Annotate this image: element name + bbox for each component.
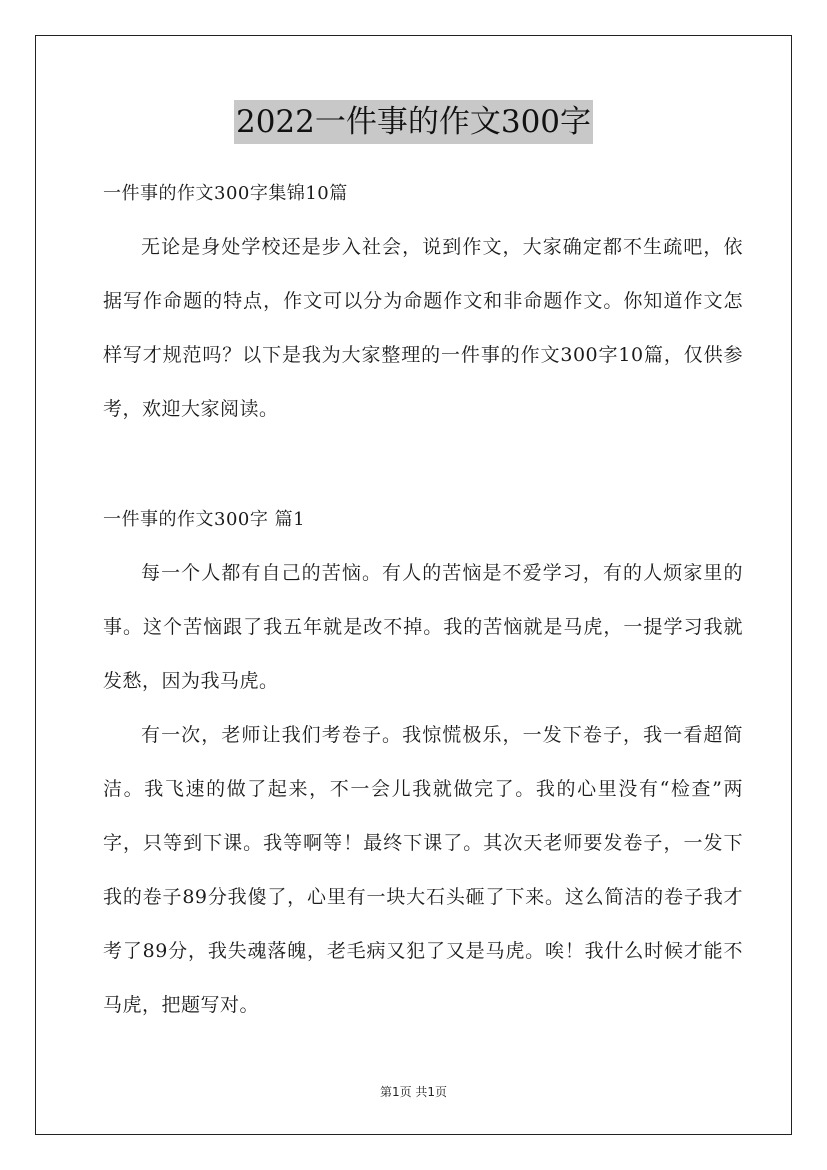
body-paragraph-2: 有一次，老师让我们考卷子。我惊慌极乐，一发下卷子，我一看超简洁。我飞速的做了起来，不一会儿我就做完了。我的心里没有“检查”两字，只等到下课。我等啊等！最终下课了。其次天老师要发卷子，一发下我的卷子89分我傻了，心里有一块大石头砸了下来。这么简洁的卷子我才考了89分，我失魂落魄，老毛病又犯了又是马虎。唉！我什么时候才能不马虎，把题写对。 <box>103 724 743 1016</box>
intro-paragraph: 无论是身处学校还是步入社会，说到作文，大家确定都不生疏吧，依据写作命题的特点，作文可以分为命题作文和非命题作文。你知道作文怎样写才规范吗？以下是我为大家整理的一件事的作文300字10篇，仅供参考，欢迎大家阅读。 <box>103 236 743 420</box>
title-wrap <box>0 100 827 144</box>
section-heading: 一件事的作文300字 篇1 <box>103 509 306 530</box>
body-paragraph-1: 每一个人都有自己的苦恼。有人的苦恼是不爱学习，有的人烦家里的事。这个苦恼跟了我五年就是改不掉。我的苦恼就是马虎，一提学习我就发愁，因为我马虎。 <box>103 562 743 692</box>
document-subtitle: 一件事的作文300字集锦10篇 <box>103 183 348 204</box>
page-footer: 第1页 共1页 <box>379 1085 448 1099</box>
document-title: 2022一件事的作文300字 <box>234 100 593 144</box>
